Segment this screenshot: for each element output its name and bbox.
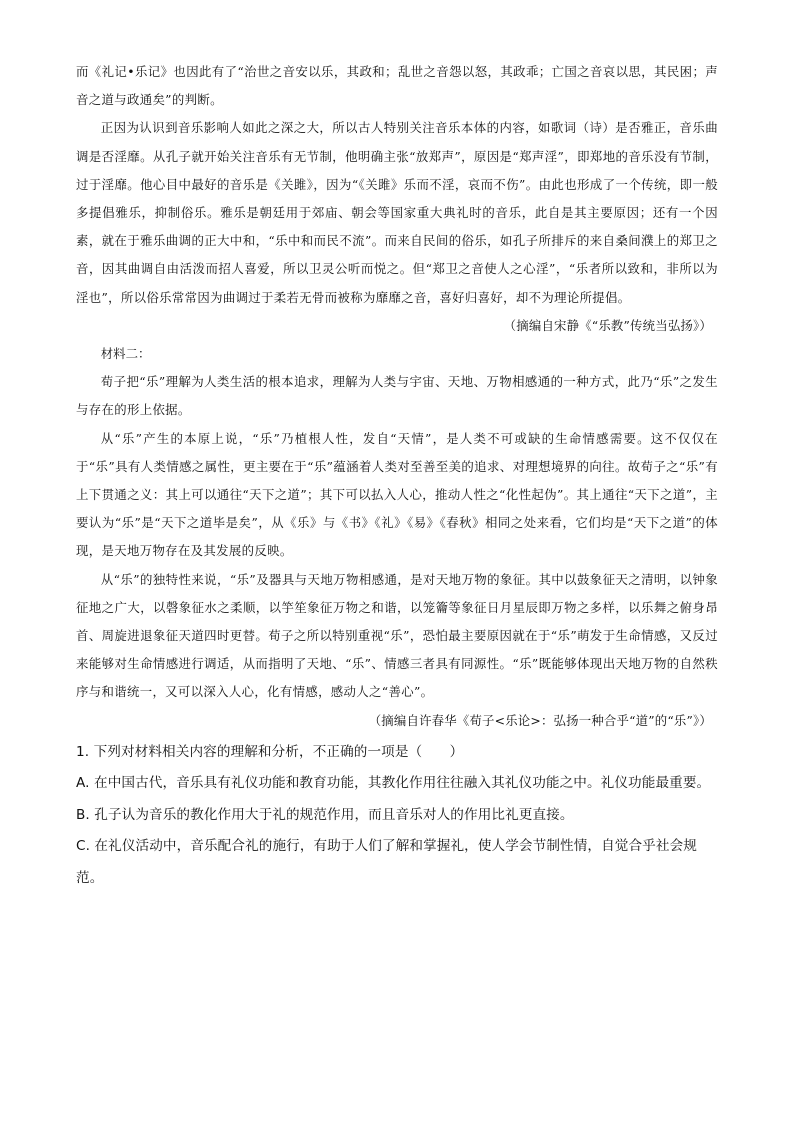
question-1-option-c: C. 在礼仪活动中，音乐配合礼的施行，有助于人们了解和掌握礼，使人学会节制性情，自觉合乎社会规范。 — [76, 838, 697, 886]
question-1-stem: 1. 下列对材料相关内容的理解和分析，不正确的一项是（ ） — [76, 743, 464, 760]
material1-paragraph-2: 正因为认识到音乐影响人如此之深之大，所以古人特别关注音乐本体的内容，如歌词（诗）是否雅正，音乐曲调是否淫靡。从孔子就开始关注音乐有无节制，他明确主张“放郑声”，原因是“郑声淫”，即郑地的音乐没有节制，过于淫靡。他心目中最好的音乐是《关雎》，因为“《关雎》乐而不淫，哀而不伤”。由此也形成了一个传统，即一般多提倡雅乐，抑制俗乐。雅乐是朝廷用于郊庙、朝会等国家重大典礼时的音乐，此自是其主要原因；还有一个因素，就在于雅乐曲调的正大中和，“乐中和而民不流”。而来自民间的俗乐，如孔子所排斥的来自桑间濮上的郑卫之音，因其曲调自由活泼而招人喜爱，所以卫灵公听而悦之。但“郑卫之音使人之心淫”，“乐者所以致和，非所以为淫也”，所以俗乐常常因为曲调过于柔若无骨而被称为靡靡之音，喜好归喜好，却不为理论所提倡。 — [76, 120, 718, 305]
material2-label: 材料二： — [100, 346, 151, 362]
document-body — [76, 58, 718, 894]
material2-paragraph-2: 从“乐”产生的本原上说，“乐”乃植根人性，发自“天情”，是人类不可或缺的生命情感需要。这不仅仅在于“乐”具有人类情感之属性，更主要在于“乐”蕴涵着人类对至善至美的追求、对理想境界的向往。故荀子之“乐”有上下贯通之义：其上可以通往“天下之道”；其下可以払入人心，推动人性之“化性起伪”。其上通往“天下之道”，主要认为“乐”是“天下之道毕是矣”，从《乐》与《书》《礼》《易》《春秋》相同之处来看，它们均是“天下之道”的体现，是天地万物存在及其发展的反映。 — [76, 430, 718, 559]
question-1-option-b: B. 孔子认为音乐的教化作用大于礼的规范作用，而且音乐对人的作用比礼更直接。 — [76, 806, 574, 823]
material1-source-citation: （摘编自宋静《“乐教”传统当弘扬》） — [503, 317, 712, 333]
material2-source-citation: （摘编自许春华《荀子<乐论>：弘扬一种合乎“道”的“乐”》） — [368, 712, 712, 728]
material2-paragraph-3: 从“乐”的独特性来说，“乐”及器具与天地万物相感通，是对天地万物的象征。其中以鼓象征天之清明，以钟象征地之广大，以磬象征水之柔顺，以竽笙象征万物之和谐，以笼籥等象征日月星辰即万物之多样，以乐舞之俯身昂首、周旋进退象征天道四时更替。荀子之所以特别重视“乐”，恐怕最主要原因就在于“乐”萌发于生命情感，又反过来能够对生命情感进行调适，从而指明了天地、“乐”、情感三者具有同源性。“乐”既能够体现出天地万物的自然秩序与和谐统一，又可以深入人心，化有情感，感动人之“善心”。 — [76, 571, 718, 700]
question-1-option-a: A. 在中国古代，音乐具有礼仪功能和教育功能，其教化作用往往融入其礼仪功能之中。礼仪功能最重要。 — [76, 775, 711, 792]
material2-paragraph-1: 荀子把“乐”理解为人类生活的根本追求，理解为人类与宇宙、天地、万物相感通的一种方式，此乃“乐”之发生与存在的形上依据。 — [76, 374, 718, 418]
material1-continuation-paragraph: 而《礼记•乐记》也因此有了“治世之音安以乐，其政和；乱世之音怨以怒，其政乖；亡国之音哀以思，其民困；声音之道与政通矣”的判断。 — [76, 64, 718, 108]
